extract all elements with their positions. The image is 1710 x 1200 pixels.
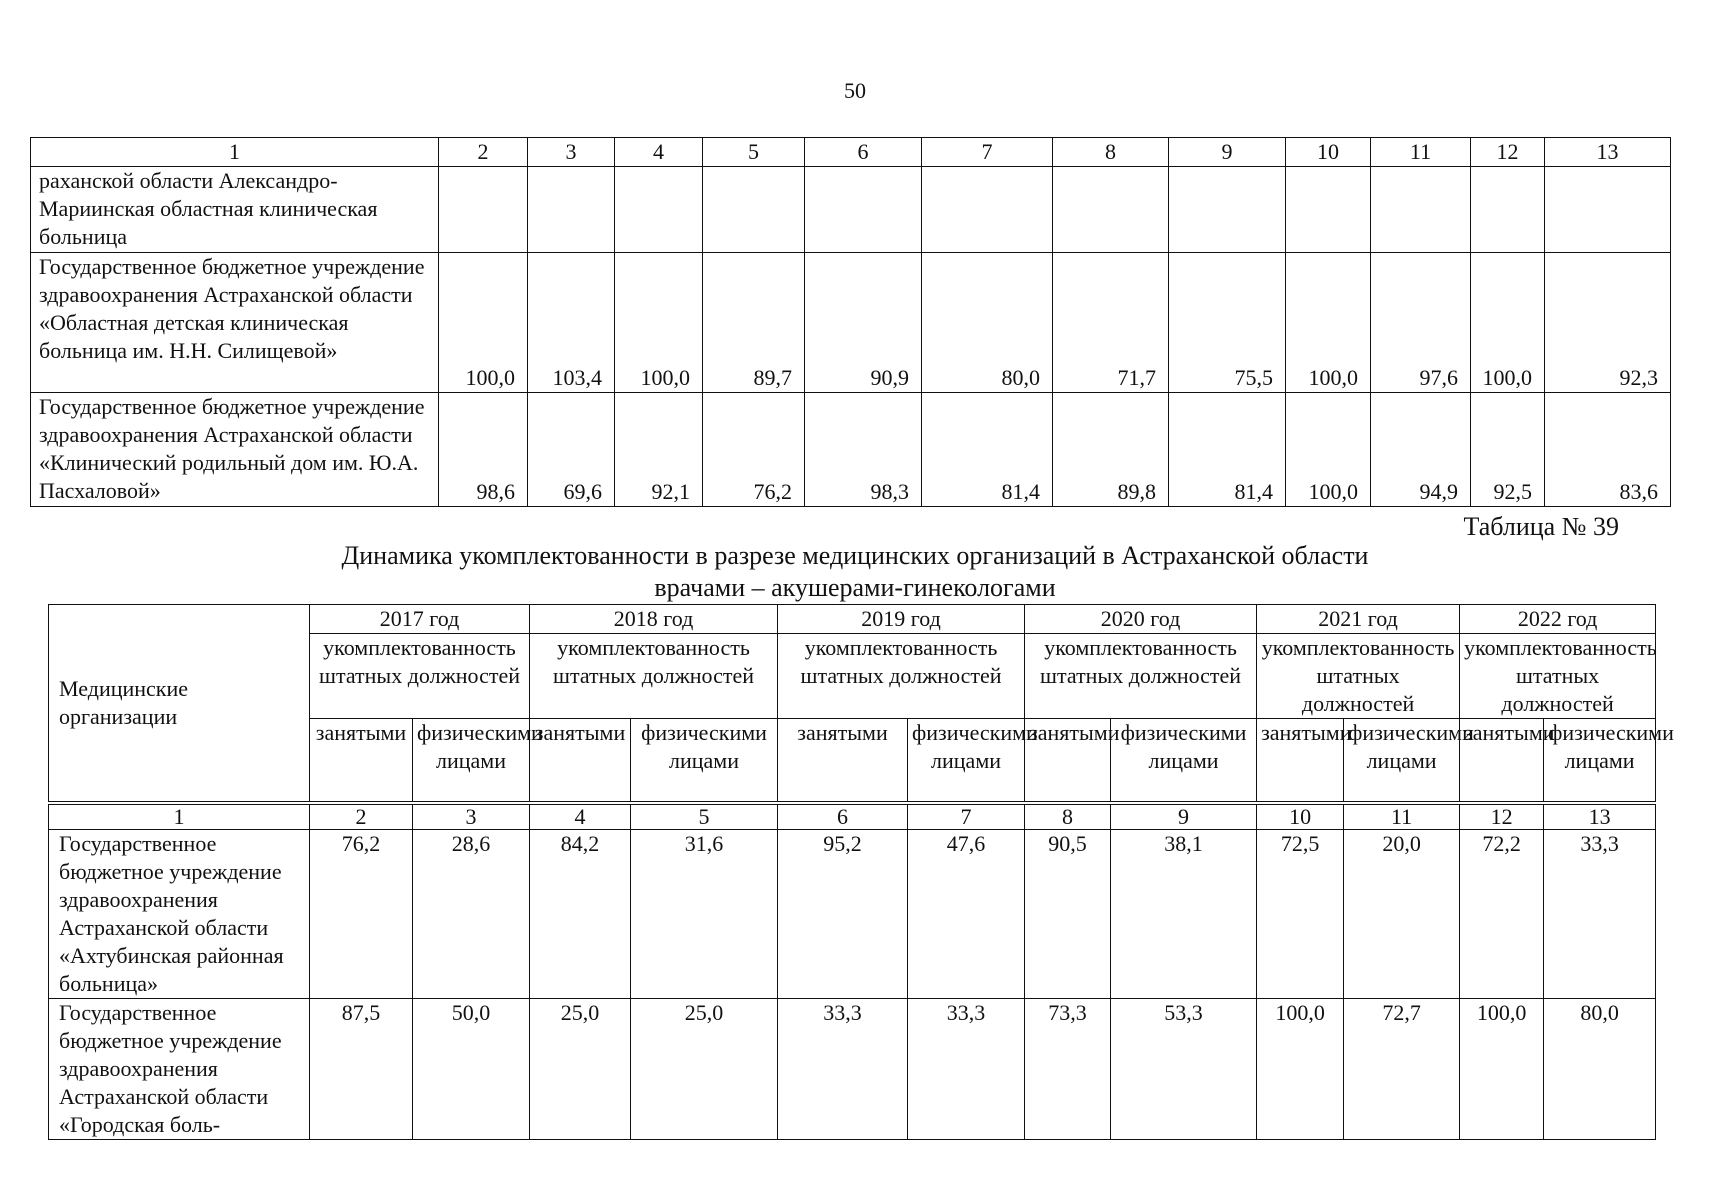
value-cell: 92,5 [1471, 393, 1545, 507]
organizations-header: Медицинские организации [49, 605, 310, 803]
value-cell: 33,3 [1544, 829, 1656, 998]
column-number: 2 [439, 138, 528, 167]
value-cell [922, 167, 1053, 253]
value-cell: 25,0 [530, 998, 631, 1139]
year-header: 2022 год [1460, 605, 1656, 634]
column-number: 8 [1053, 138, 1169, 167]
value-cell: 72,5 [1257, 829, 1344, 998]
value-cell [1169, 167, 1286, 253]
occupied-header: занятыми [778, 719, 908, 803]
organization-name: Государственное бюджетное учреждение здравоохранения Астраханской области «Городская боль- [49, 998, 310, 1139]
physical-persons-header: физическими лицами [1111, 719, 1257, 803]
column-number: 9 [1169, 138, 1286, 167]
value-cell: 81,4 [1169, 393, 1286, 507]
column-number: 1 [49, 803, 310, 830]
column-number: 2 [310, 803, 413, 830]
value-cell: 84,2 [530, 829, 631, 998]
column-number: 4 [615, 138, 703, 167]
value-cell: 89,7 [703, 253, 805, 393]
value-cell: 73,3 [1025, 998, 1111, 1139]
column-number: 12 [1471, 138, 1545, 167]
column-number: 13 [1545, 138, 1671, 167]
year-header: 2021 год [1257, 605, 1460, 634]
value-cell: 100,0 [1286, 393, 1371, 507]
column-number: 5 [631, 803, 778, 830]
physical-persons-header: физическими лицами [1344, 719, 1460, 803]
value-cell: 47,6 [908, 829, 1025, 998]
column-number: 7 [922, 138, 1053, 167]
value-cell [528, 167, 615, 253]
value-cell: 97,6 [1371, 253, 1471, 393]
physical-persons-header: физическими лицами [631, 719, 778, 803]
value-cell: 94,9 [1371, 393, 1471, 507]
value-cell: 53,3 [1111, 998, 1257, 1139]
value-cell: 28,6 [413, 829, 530, 998]
organization-name: раханской области Александро-Мариинская областная клиническая больница [31, 167, 439, 253]
column-number: 3 [528, 138, 615, 167]
staffing-subheader: укомплектованность штатных должностей [310, 634, 530, 719]
table-row [31, 393, 1671, 507]
occupied-header: занятыми [1460, 719, 1544, 803]
value-cell: 76,2 [703, 393, 805, 507]
value-cell: 25,0 [631, 998, 778, 1139]
occupied-header: занятыми [310, 719, 413, 803]
value-cell [1471, 167, 1545, 253]
column-number: 7 [908, 803, 1025, 830]
physical-persons-header: физическими лицами [908, 719, 1025, 803]
column-number: 5 [703, 138, 805, 167]
value-cell: 95,2 [778, 829, 908, 998]
value-cell: 100,0 [615, 253, 703, 393]
year-header-row [49, 605, 1656, 634]
value-cell [703, 167, 805, 253]
value-cell [439, 167, 528, 253]
column-number: 11 [1371, 138, 1471, 167]
year-header: 2019 год [778, 605, 1025, 634]
value-cell: 98,6 [439, 393, 528, 507]
value-cell: 89,8 [1053, 393, 1169, 507]
column-number: 3 [413, 803, 530, 830]
column-number: 6 [778, 803, 908, 830]
value-cell: 50,0 [413, 998, 530, 1139]
value-cell [805, 167, 922, 253]
value-cell: 33,3 [778, 998, 908, 1139]
year-header: 2017 год [310, 605, 530, 634]
occupied-header: занятыми [1025, 719, 1111, 803]
column-number: 4 [530, 803, 631, 830]
value-cell: 72,2 [1460, 829, 1544, 998]
value-cell: 100,0 [1286, 253, 1371, 393]
value-cell: 69,6 [528, 393, 615, 507]
value-cell: 100,0 [1471, 253, 1545, 393]
value-cell: 92,1 [615, 393, 703, 507]
staffing-subheader: укомплектованность штатных должностей [1257, 634, 1460, 719]
organization-name: Государственное бюджетное учреждение здравоохранения Астраханской области «Ахтубинская районная больница» [49, 829, 310, 998]
column-number: 12 [1460, 803, 1544, 830]
occupied-header: занятыми [530, 719, 631, 803]
value-cell [1371, 167, 1471, 253]
value-cell: 20,0 [1344, 829, 1460, 998]
column-number-row [49, 803, 1656, 830]
value-cell: 90,5 [1025, 829, 1111, 998]
value-cell: 90,9 [805, 253, 922, 393]
table-row [49, 829, 1656, 998]
value-cell [1545, 167, 1671, 253]
table-label: Таблица № 39 [1463, 512, 1619, 541]
value-cell: 100,0 [1460, 998, 1544, 1139]
table-row [31, 253, 1671, 393]
column-number: 1 [31, 138, 439, 167]
value-cell: 98,3 [805, 393, 922, 507]
value-cell: 31,6 [631, 829, 778, 998]
staffing-table [48, 604, 1674, 1140]
value-cell: 80,0 [922, 253, 1053, 393]
value-cell: 33,3 [908, 998, 1025, 1139]
table-title-line: Динамика укомплектованности в разрезе медицинских организаций в Астраханской области [341, 541, 1369, 570]
staffing-subheader: укомплектованность штатных должностей [1025, 634, 1257, 719]
value-cell: 92,3 [1545, 253, 1671, 393]
value-cell: 80,0 [1544, 998, 1656, 1139]
table-row [31, 167, 1671, 253]
occupied-header: занятыми [1257, 719, 1344, 803]
column-number: 10 [1286, 138, 1371, 167]
column-number: 9 [1111, 803, 1257, 830]
value-cell [615, 167, 703, 253]
value-cell: 76,2 [310, 829, 413, 998]
value-cell: 75,5 [1169, 253, 1286, 393]
value-cell [1053, 167, 1169, 253]
column-number: 13 [1544, 803, 1656, 830]
table-row [49, 998, 1656, 1139]
staffing-subheader: укомплектованность штатных должностей [778, 634, 1025, 719]
value-cell: 83,6 [1545, 393, 1671, 507]
staffing-subheader: укомплектованность штатных должностей [530, 634, 778, 719]
staffing-subheader: укомплектованность штатных должностей [1460, 634, 1656, 719]
table-title-line: врачами – акушерами-гинекологами [654, 573, 1056, 602]
organization-name: Государственное бюджетное учреждение здравоохранения Астраханской области «Областная детская клиническая больница им. Н.Н. Силищевой» [31, 253, 439, 393]
year-header: 2020 год [1025, 605, 1257, 634]
value-cell: 38,1 [1111, 829, 1257, 998]
value-cell: 81,4 [922, 393, 1053, 507]
page-number: 50 [844, 78, 866, 103]
value-cell: 100,0 [1257, 998, 1344, 1139]
column-number: 11 [1344, 803, 1460, 830]
column-number-row [31, 138, 1671, 167]
value-cell: 87,5 [310, 998, 413, 1139]
table-title [60, 540, 1650, 604]
value-cell [1286, 167, 1371, 253]
value-cell: 103,4 [528, 253, 615, 393]
column-number: 10 [1257, 803, 1344, 830]
value-cell: 71,7 [1053, 253, 1169, 393]
column-number: 6 [805, 138, 922, 167]
continued-table [30, 137, 1671, 507]
organization-name: Государственное бюджетное учреждение здравоохранения Астраханской области «Клинический родильный дом им. Ю.А. Пасхаловой» [31, 393, 439, 507]
value-cell: 100,0 [439, 253, 528, 393]
column-number: 8 [1025, 803, 1111, 830]
value-cell: 72,7 [1344, 998, 1460, 1139]
physical-persons-header: физическими лицами [413, 719, 530, 803]
year-header: 2018 год [530, 605, 778, 634]
physical-persons-header: физическими лицами [1544, 719, 1656, 803]
